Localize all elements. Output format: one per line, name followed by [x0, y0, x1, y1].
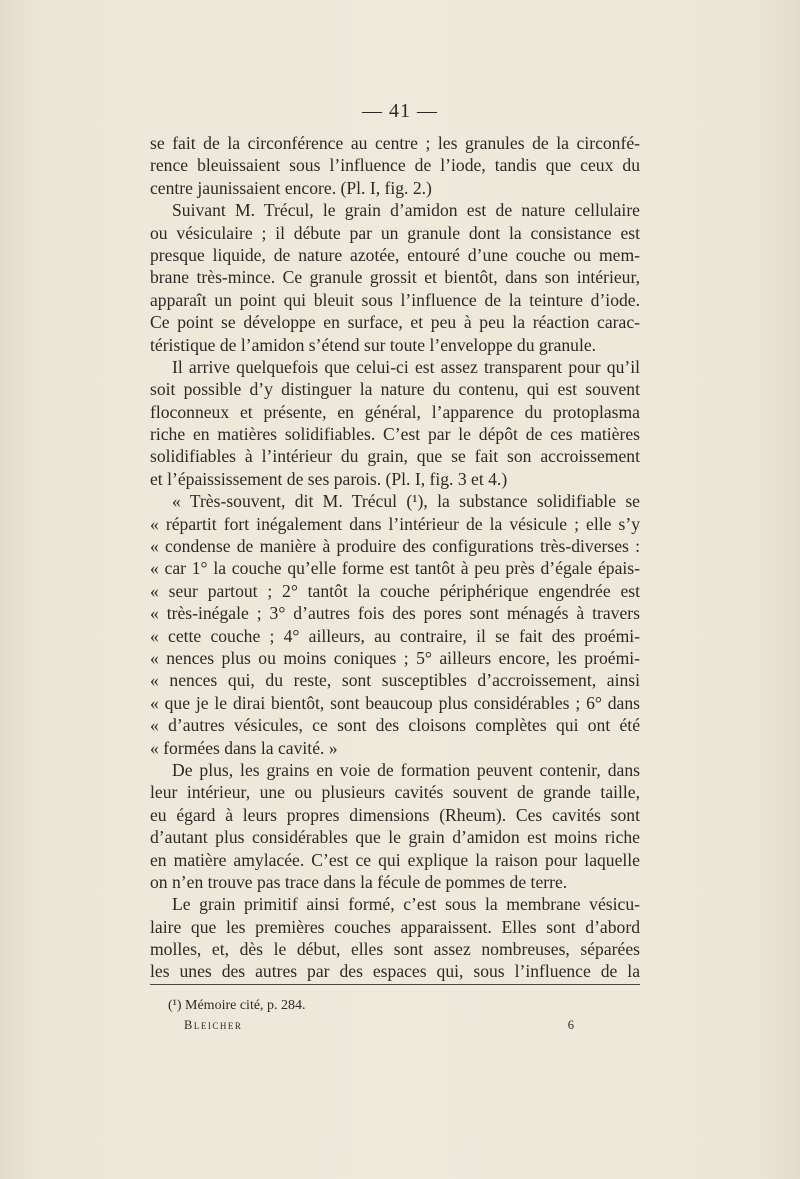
signature-mark [184, 1018, 574, 1033]
text-line: eu égard à leurs propres dimensions (Rheum). Ces cavités sont [150, 804, 640, 825]
text-line: en matière amylacée. C’est ce qui explique la raison pour laquelle [150, 849, 640, 870]
text-line: brane très-mince. Ce granule grossit et bientôt, dans son intérieur, [150, 267, 640, 288]
text-line: solidifiables à l’intérieur du grain, que se fait son accroissement [150, 446, 640, 467]
text-line: floconneux et présente, en général, l’apparence du protoplasma [150, 401, 640, 422]
text-line: « Très-souvent, dit M. Trécul (¹), la substance solidifiable se [172, 491, 640, 512]
text-line: « condense de manière à produire des configurations très-diverses : [150, 536, 640, 557]
text-line: « formées dans la cavité. » [150, 737, 338, 758]
text-line: « nences plus ou moins coniques ; 5° ailleurs encore, les proémi- [150, 647, 640, 668]
text-line: rence bleuissaient sous l’influence de l’iode, tandis que ceux du [150, 155, 640, 176]
text-line: Le grain primitif ainsi formé, c’est sous la membrane vésicu- [172, 894, 640, 915]
text-line: d’autant plus considérables que le grain d’amidon est moins riche [150, 827, 640, 848]
footnote: (¹) Mémoire cité, p. 284. [168, 998, 306, 1013]
text-line: ou vésiculaire ; il débute par un granule dont la consistance est [150, 222, 640, 243]
text-line: « car 1° la couche qu’elle forme est tantôt à peu près d’égale épais- [150, 558, 640, 579]
footnote-rule [150, 984, 640, 985]
text-line: les unes des autres par des espaces qui, sous l’influence de la [150, 961, 640, 982]
text-line: centre jaunissaient encore. (Pl. I, fig. 2.) [150, 177, 432, 198]
text-line: molles, et, dès le début, elles sont assez nombreuses, séparées [150, 939, 640, 960]
text-line: « très-inégale ; 3° d’autres fois des pores sont ménagés à travers [150, 603, 640, 624]
text-line: « répartit fort inégalement dans l’intérieur de la vésicule ; elle s’y [150, 513, 640, 534]
text-line: Ce point se développe en surface, et peu à peu la réaction carac- [150, 312, 640, 333]
text-line: apparaît un point qui bleuit sous l’influence de la teinture d’iode. [150, 289, 640, 310]
body-text [150, 132, 640, 983]
text-line: « cette couche ; 4° ailleurs, au contraire, il se fait des proémi- [150, 625, 640, 646]
text-line: se fait de la circonférence au centre ; les granules de la circonfé- [150, 133, 640, 153]
text-line: « seur partout ; 2° tantôt la couche périphérique engendrée est [150, 580, 640, 601]
text-line: « nences qui, du reste, sont susceptibles d’accroissement, ainsi [150, 670, 640, 691]
text-line: Suivant M. Trécul, le grain d’amidon est de nature cellulaire [172, 200, 640, 221]
text-line: « que je le dirai bientôt, sont beaucoup plus considérables ; 6° dans [150, 692, 640, 713]
text-line: presque liquide, de nature azotée, entouré d’une couche ou mem- [150, 244, 640, 265]
text-line: téristique de l’amidon s’étend sur toute l’enveloppe du granule. [150, 334, 597, 355]
text-line: et l’épaississement de ses parois. (Pl. I, fig. 3 et 4.) [150, 468, 508, 489]
text-line: Il arrive quelquefois que celui-ci est assez transparent pour qu’il [172, 356, 640, 377]
text-line: on n’en trouve pas trace dans la fécule de pommes de terre. [150, 871, 568, 892]
text-line: laire que les premières couches apparaissent. Elles sont d’abord [150, 916, 640, 937]
signature-author: Bleicher [184, 1018, 243, 1032]
signature-sheet-number: 6 [567, 1018, 574, 1032]
text-line: riche en matières solidifiables. C’est par le dépôt de ces matières [150, 424, 640, 445]
text-line: « d’autres vésicules, ce sont des cloisons complètes qui ont été [150, 715, 640, 736]
text-line: soit possible d’y distinguer la nature du contenu, qui est souvent [150, 379, 640, 400]
text-line: De plus, les grains en voie de formation peuvent contenir, dans [172, 759, 640, 780]
text-line: leur intérieur, une ou plusieurs cavités souvent de grande taille, [150, 782, 640, 803]
page-number: — 41 — [362, 100, 438, 122]
